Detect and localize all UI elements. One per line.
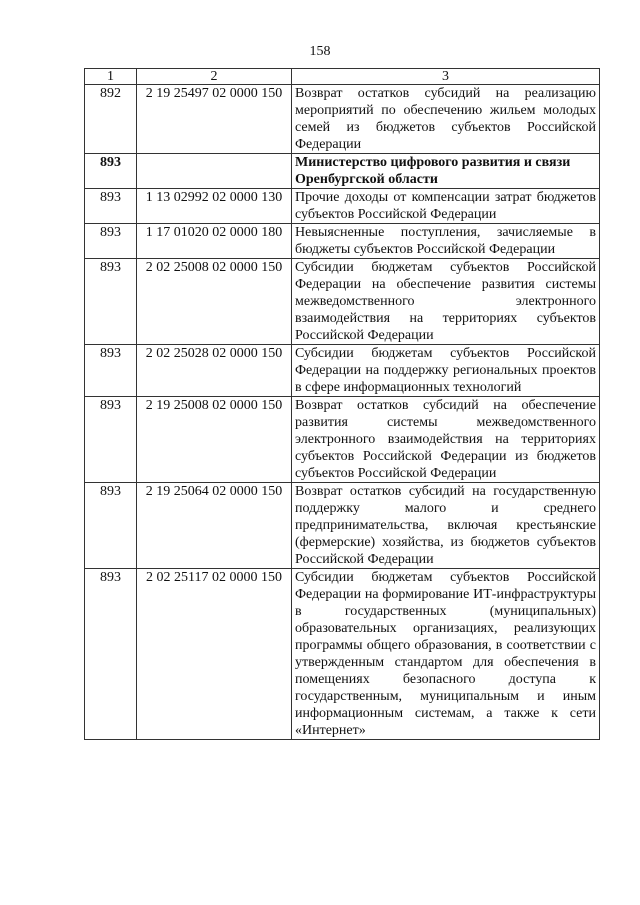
- description-cell: Возврат остатков субсидий на обеспечение развития системы межведомственного электронного взаимодействия на территориях субъектов Российской Федерации из бюджетов субъектов Российской Федерации: [292, 397, 600, 483]
- description-cell: Возврат остатков субсидий на реализацию мероприятий по обеспечению жильем молодых семей из бюджетов субъектов Российской Федерации: [292, 85, 600, 154]
- table-row: [85, 569, 600, 740]
- budget-code-cell: 2 19 25497 02 0000 150: [137, 85, 292, 154]
- description-cell: Возврат остатков субсидий на государственную поддержку малого и среднего предпринимательства, включая крестьянские (фермерские) хозяйства, из бюджетов субъектов Российской Федерации: [292, 483, 600, 569]
- table-row: [85, 345, 600, 397]
- admin-code-cell: 893: [85, 259, 137, 345]
- table-row: [85, 85, 600, 154]
- description-cell: Прочие доходы от компенсации затрат бюджетов субъектов Российской Федерации: [292, 189, 600, 224]
- ministry-heading-row: [85, 154, 600, 189]
- admin-code-cell: 892: [85, 85, 137, 154]
- budget-code-cell: 2 02 25008 02 0000 150: [137, 259, 292, 345]
- budget-code-cell: 2 19 25064 02 0000 150: [137, 483, 292, 569]
- admin-code-cell: 893: [85, 189, 137, 224]
- table-row: [85, 259, 600, 345]
- admin-code-cell: 893: [85, 397, 137, 483]
- budget-code-cell: [137, 154, 292, 189]
- description-cell: Субсидии бюджетам субъектов Российской Федерации на обеспечение развития системы межведомственного электронного взаимодействия на территориях субъектов Российской Федерации: [292, 259, 600, 345]
- description-cell: Субсидии бюджетам субъектов Российской Федерации на формирование ИТ-инфраструктуры в государственных (муниципальных) образовательных организациях, реализующих программы общего образования, в соответствии с утвержденным стандартом для обеспечения в помещениях безопасного доступа к государственным, муниципальным и иным информационным системам, а также к сети «Интернет»: [292, 569, 600, 740]
- column-header-3: 3: [292, 69, 600, 85]
- page-number: 158: [309, 44, 331, 59]
- admin-code-cell: 893: [85, 224, 137, 259]
- admin-code-cell: 893: [85, 569, 137, 740]
- table-row: [85, 483, 600, 569]
- column-header-1: 1: [85, 69, 137, 85]
- admin-code-cell: 893: [85, 154, 137, 189]
- description-cell: Невыясненные поступления, зачисляемые в бюджеты субъектов Российской Федерации: [292, 224, 600, 259]
- budget-code-cell: 1 17 01020 02 0000 180: [137, 224, 292, 259]
- table-row: [85, 189, 600, 224]
- table-row: [85, 397, 600, 483]
- budget-code-cell: 2 02 25028 02 0000 150: [137, 345, 292, 397]
- admin-code-cell: 893: [85, 483, 137, 569]
- ministry-name-cell: Министерство цифрового развития и связи Оренбургской области: [292, 154, 600, 189]
- budget-code-cell: 2 19 25008 02 0000 150: [137, 397, 292, 483]
- budget-code-cell: 1 13 02992 02 0000 130: [137, 189, 292, 224]
- description-cell: Субсидии бюджетам субъектов Российской Федерации на поддержку региональных проектов в сфере информационных технологий: [292, 345, 600, 397]
- budget-codes-table: [84, 68, 600, 740]
- table-header-row: [85, 69, 600, 85]
- column-header-2: 2: [137, 69, 292, 85]
- admin-code-cell: 893: [85, 345, 137, 397]
- table-row: [85, 224, 600, 259]
- budget-code-cell: 2 02 25117 02 0000 150: [137, 569, 292, 740]
